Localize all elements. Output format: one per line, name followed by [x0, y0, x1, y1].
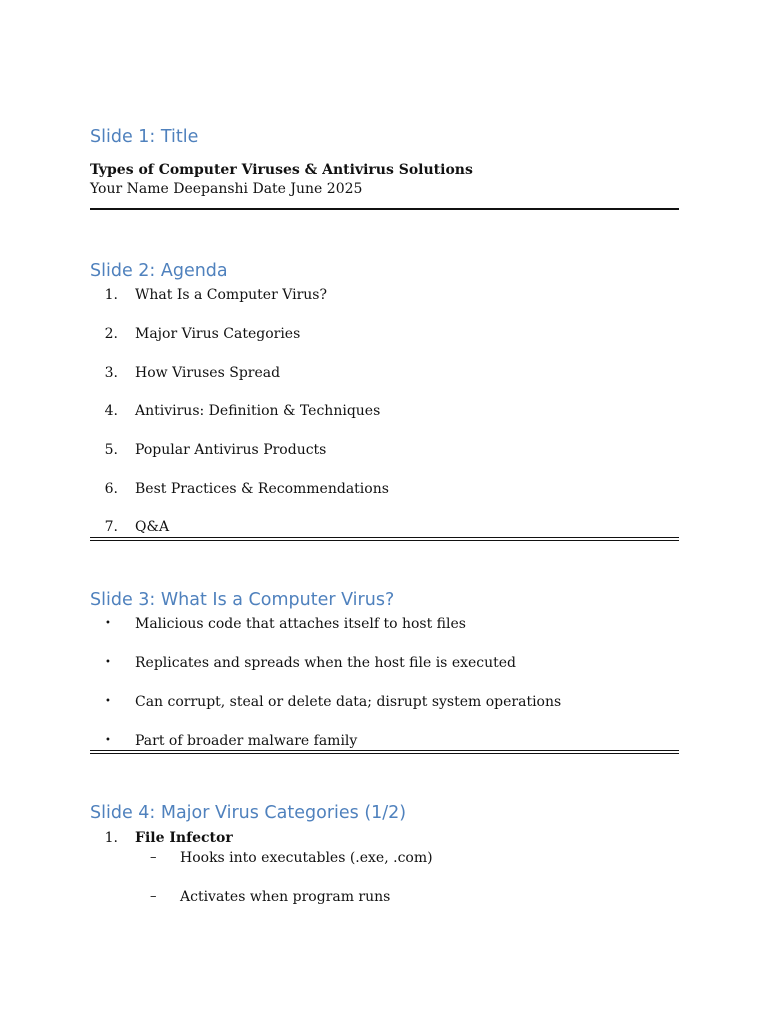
dash-icon: –: [150, 889, 157, 904]
bullet-item-text: Malicious code that attaches itself to host files: [135, 616, 466, 632]
section-divider: [90, 750, 679, 754]
bullet-icon: •: [105, 657, 111, 668]
agenda-item-text: Best Practices & Recommendations: [135, 481, 389, 497]
category-item-title-text: File Infector: [135, 830, 233, 846]
sub-item-text: Hooks into executables (.exe, .com): [180, 850, 433, 866]
category-item-title: [135, 829, 233, 847]
presentation-title-text: Types of Computer Viruses & Antivirus Solutions: [90, 162, 473, 178]
slide-2-heading: Slide 2: Agenda: [90, 261, 228, 281]
agenda-item-text: What Is a Computer Virus?: [135, 287, 327, 303]
section-divider: [90, 537, 679, 541]
category-item-number: 1.: [104, 830, 118, 846]
agenda-item-text: How Viruses Spread: [135, 365, 281, 381]
bullet-item-text: Part of broader malware family: [135, 733, 358, 749]
bullet-icon: •: [105, 618, 111, 629]
bullet-icon: •: [105, 696, 111, 707]
bullet-item-text: Replicates and spreads when the host file is executed: [135, 655, 517, 671]
agenda-item-number: 6.: [104, 481, 118, 497]
slide-1-heading: Slide 1: Title: [90, 127, 199, 147]
bullet-item-text: Can corrupt, steal or delete data; disrupt system operations: [135, 694, 562, 710]
agenda-item-number: 7.: [104, 519, 118, 535]
agenda-item-text: Q&A: [135, 519, 170, 535]
agenda-item-number: 4.: [104, 403, 118, 419]
presentation-title: [90, 161, 473, 179]
agenda-item-number: 1.: [104, 287, 118, 303]
dash-icon: –: [150, 850, 157, 865]
agenda-item-text: Major Virus Categories: [135, 326, 301, 342]
agenda-item-text: Antivirus: Definition & Techniques: [135, 403, 381, 419]
agenda-item-text: Popular Antivirus Products: [135, 442, 327, 458]
slide-3-heading: Slide 3: What Is a Computer Virus?: [90, 590, 395, 610]
bullet-icon: •: [105, 735, 111, 746]
sub-item-text: Activates when program runs: [180, 889, 391, 905]
agenda-item-number: 2.: [104, 326, 118, 342]
agenda-item-number: 3.: [104, 365, 118, 381]
slide-4-heading: Slide 4: Major Virus Categories (1/2): [90, 803, 407, 823]
agenda-item-number: 5.: [104, 442, 118, 458]
section-divider: [90, 208, 679, 210]
presentation-subtitle: Your Name Deepanshi Date June 2025: [90, 181, 363, 197]
